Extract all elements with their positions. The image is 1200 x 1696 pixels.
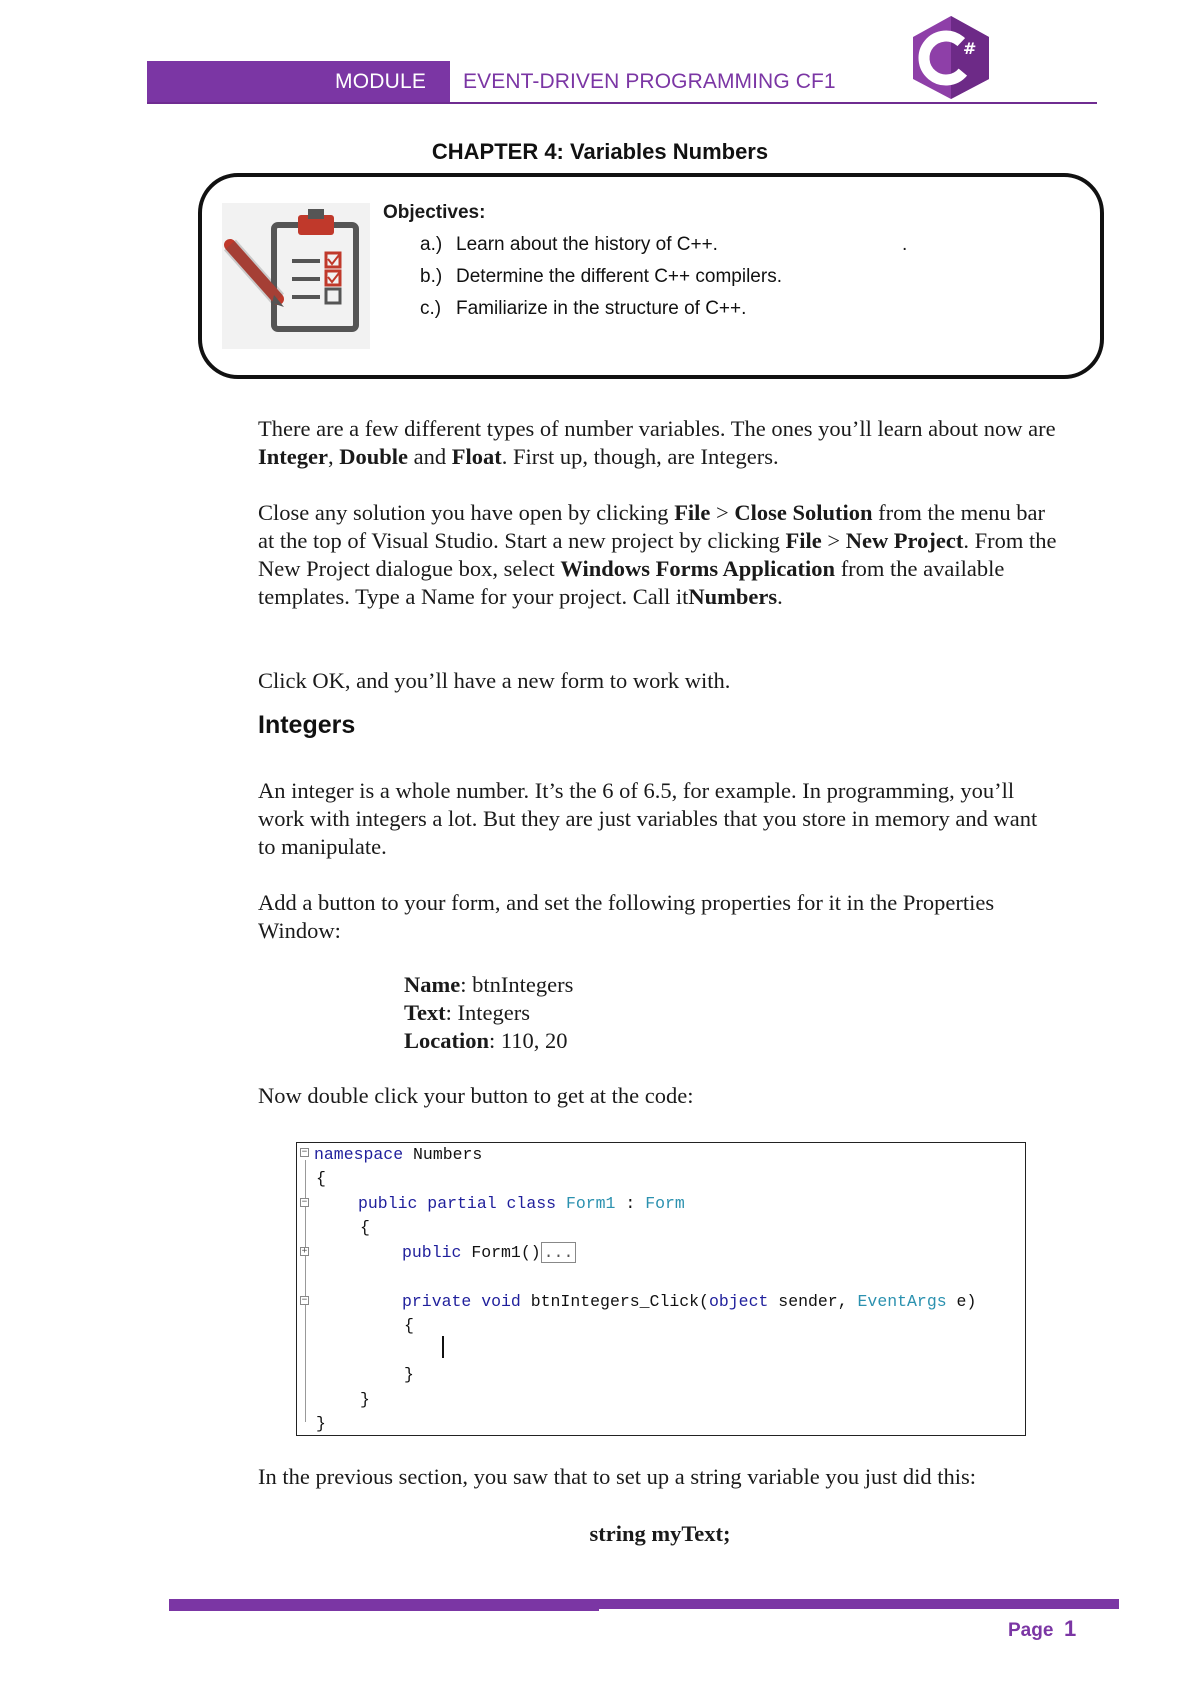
footer-rule	[169, 1599, 1119, 1609]
objective-text: Learn about the history of C++.	[456, 234, 718, 255]
paragraph-new-project: Close any solution you have open by clicking File > Close Solution from the menu bar at the top of Visual Studio. Start a new project by clicking File > New Project. From the New Project dialogue box, select Windows Forms Application from the available templates. Type a Name for your project. Call itNumbers.	[258, 500, 1057, 609]
expand-icon: +	[301, 1246, 308, 1256]
collapse-icon: −	[301, 1295, 308, 1305]
course-title: EVENT-DRIVEN PROGRAMMING CF1	[463, 70, 836, 93]
text-cursor	[442, 1336, 444, 1358]
code-line: }	[404, 1365, 414, 1384]
paragraph-add-button: Add a button to your form, and set the following properties for it in the Properties Window:	[258, 890, 995, 943]
code-line: {	[404, 1316, 414, 1335]
svg-text:#: #	[963, 39, 977, 58]
paragraph-integer-definition: An integer is a whole number. It’s the 6 of 6.5, for example. In programming, you’ll work with integers a lot. But they are just variables that you store in memory and want to manipulate.	[258, 778, 1038, 859]
properties-list	[404, 971, 573, 1055]
objective-text: Familiarize in the structure of C++.	[456, 298, 747, 319]
objective-item	[420, 266, 782, 288]
objective-label: b.)	[420, 266, 443, 287]
csharp-logo-icon	[910, 14, 992, 100]
page-label: Page	[1008, 1620, 1054, 1641]
objective-item	[420, 298, 746, 320]
collapse-icon: −	[301, 1197, 308, 1207]
code-example-string: string myText;	[589, 1521, 731, 1546]
code-line: }	[360, 1390, 370, 1409]
property-row: Location: 110, 20	[404, 1028, 568, 1053]
code-editor-screenshot	[296, 1142, 1026, 1436]
code-line: namespace Numbers	[314, 1145, 483, 1164]
objective-label: c.)	[420, 298, 442, 319]
objective-item	[420, 234, 718, 256]
code-line: public Form1() ...	[402, 1243, 576, 1262]
objective-text: Determine the different C++ compilers.	[456, 266, 782, 287]
section-heading-integers: Integers	[258, 711, 356, 739]
chapter-title: CHAPTER 4: Variables Numbers	[431, 139, 769, 164]
paragraph-previous-section: In the previous section, you saw that to set up a string variable you just did this:	[258, 1464, 977, 1489]
property-row: Text: Integers	[404, 1000, 531, 1025]
page-number: 1	[1064, 1616, 1077, 1641]
code-line: {	[360, 1218, 370, 1237]
collapsed-region-icon: ...	[541, 1242, 577, 1263]
code-line: public partial class Form1 : Form	[358, 1194, 685, 1213]
footer-rule-accent	[169, 1609, 599, 1611]
module-label: MODULE	[335, 70, 427, 93]
checklist-clipboard-icon	[222, 203, 370, 349]
stray-period: .	[902, 234, 908, 255]
property-row: Name: btnIntegers	[404, 972, 574, 997]
paragraph-number-types: There are a few different types of number variables. The ones you’ll learn about now are Integer, Double and Float. First up, though, are Integers.	[258, 416, 1056, 469]
paragraph-double-click: Now double click your button to get at the code:	[258, 1083, 694, 1108]
paragraph-click-ok: Click OK, and you’ll have a new form to work with.	[258, 668, 731, 693]
header-rule	[147, 102, 1097, 104]
objectives-title: Objectives:	[383, 202, 486, 223]
objective-label: a.)	[420, 234, 443, 255]
collapse-icon: −	[301, 1147, 308, 1157]
code-line: }	[316, 1414, 326, 1433]
code-line: {	[316, 1169, 326, 1188]
code-line: private void btnIntegers_Click(object sender, EventArgs e)	[402, 1292, 977, 1311]
